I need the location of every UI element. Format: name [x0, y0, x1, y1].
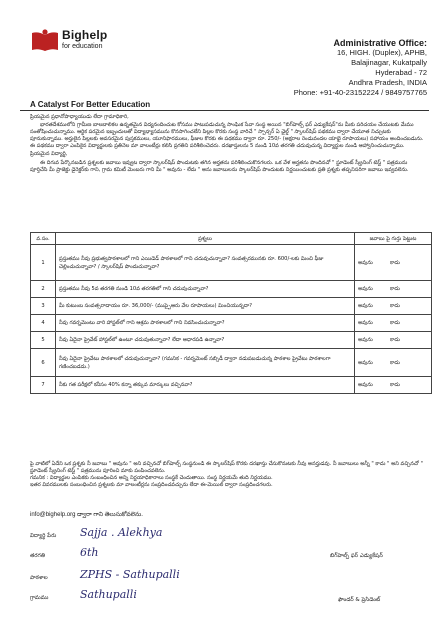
row-number: 3 [31, 298, 56, 315]
yes-option[interactable]: అవును [358, 320, 373, 326]
signature-title: ఫౌండర్ & ప్రెసిడెంట్ [338, 597, 381, 603]
no-option[interactable]: కాదు [390, 359, 400, 366]
table-row [31, 349, 432, 377]
answer-options[interactable] [355, 245, 432, 281]
yes-option[interactable]: అవును [358, 259, 373, 266]
open-book-logo-icon [30, 28, 60, 54]
contact-line: ఇతర వివరములకు సంబంధించిన ప్రశ్నలకు మా వాలంటీర్లను సంప్రదించవచ్చును లేదా ఈ-మెయిల్ ద్వారా సంప్రదించగలరు. [30, 482, 273, 489]
office-title: Administrative Office: [333, 38, 427, 48]
no-option[interactable]: కాదు [390, 320, 400, 326]
intro-paragraph: భారతదేశములోని గ్రామీణ బాలబాలికల ఉన్నతమైన విద్యనందించుట కోసము పాటుపడుచున్న సాంఘిక సేవా సంస్థ అయిన "బిగ్‌హెల్ప్ ఫర్ ఎడ్యుకేషన్"ను మీకు పరిచయం చేయుటకు మేము సంతోషించుచున్నాము. ఆర్థిక పరమైన ఇబ్బందులతో విద్యాభ్యాసమును కొనసాగించలేని పిల్లల కొరకు సంస్థ వారిచే " స్పాన్సర్ ఏ ఛైల్డ్ " స్కాలర్‌షిప్ పథకము ద్వారా చేయూత నిచ్చుటకు పూనుకున్నాము. అర్హులైన పిల్లలకు అవసరమైన పుస్తకములు, యూనిఫారములు, ఫీజుల కొరకు ఈ పథకము ద్వారా రూ. 250/- (అక్షరాల రెండువందల యాభై రూపాయలు) సహాయం అందించబడును. ఈ పథకము ద్వారా ఎంపికైన విద్యార్థులకు ప్రతినెల మా వాలంటీర్లు కలిసి ప్రగతిని పరిశీలించెదరు. దరఖాస్తులను 5 నుండి 10వ తరగతి చదువుచున్న విద్యార్థుల నుండి ఆహ్వానించుచున్నాము. [30, 122, 424, 150]
row-number: 7 [31, 377, 56, 394]
col-number: వ.సం. [31, 233, 56, 245]
answer-options[interactable] [355, 315, 432, 332]
table-row [31, 245, 432, 281]
email-line: info@bighelp.org ద్వారా గాని తెలుసుకోవలెను. [30, 512, 143, 518]
letter-body [30, 114, 425, 175]
row-number: 4 [31, 315, 56, 332]
answer-options[interactable] [355, 332, 432, 349]
brand-name: Bighelp [62, 28, 108, 42]
row-question: మీ కుటుంబ సంవత్సరాదాయం రూ. 36,000/- (ముప్పైఆరు వేల రూపాయలు) మించియున్నదా? [56, 298, 355, 315]
col-question: ప్రశ్నలు [56, 233, 355, 245]
school-field[interactable]: ZPHS - Sathupalli [80, 568, 180, 581]
office-address [294, 38, 427, 98]
header-divider [20, 110, 429, 111]
answer-options[interactable] [355, 281, 432, 298]
row-number: 2 [31, 281, 56, 298]
school-label: పాఠశాల [30, 575, 48, 581]
eligibility-table [30, 232, 432, 394]
no-option[interactable]: కాదు [390, 259, 400, 266]
yes-option[interactable]: అవును [358, 382, 373, 388]
row-number: 5 [31, 332, 56, 349]
table-row [31, 315, 432, 332]
signature-org: బిగ్‌హెల్ప్ ఫర్ ఎడ్యుకేషన్ [330, 553, 383, 559]
row-question: నీకు గత పరీక్షలో కనీసం 40% కన్నా తక్కువ మార్కులు వచ్చినవా? [56, 377, 355, 394]
instructions-paragraph: ఈ దిగువ పేర్కొనబడిన ప్రశ్నలకు జవాబు ఇవ్వుట ద్వారా స్కాలర్‌షిప్ పొందుటకు తగిన అర్హతను పరిశీలించుకొనగలరు. ఒక వేళ అర్హతను పొందినచో " స్టూడెంట్ స్క్రీనింగ్ టెస్ట్ " పత్రమును పూర్తిచేసి మీ ప్రాజెక్టు డైరెక్టర్‌కు గాని, గ్రామ కమిటీ మెంబరు గాని మీ " అవును - లేదు " అను జవాబులను స్కాలర్‌షిప్ పొందుటకు నిర్ణయించుటకు ప్రతి ప్రశ్నకు తప్పనిసరిగా జవాబు ఇవ్వవలెను. [30, 159, 409, 173]
village-field[interactable]: Sathupalli [80, 588, 137, 601]
yes-option[interactable]: అవును [358, 286, 373, 292]
answer-options[interactable] [355, 377, 432, 394]
tagline: A Catalyst For Better Education [30, 100, 151, 109]
note-line: గమనిక : విద్యార్థుల ఎంపికకు సంబంధించిన అన్ని నిర్ణయాధికారాలు సంస్థకే చెందుతాయి. సంస్థ నిర్ణయమే తుది నిర్ణయము. [30, 475, 273, 482]
yes-option[interactable]: అవును [358, 337, 373, 343]
closing-text [30, 461, 425, 489]
closing-line: పై వాటిలో ఏదేని ఒక ప్రశ్నకు నీ జవాబు " అవును " అని వచ్చినచో బిగ్‌హెల్ప్ సంస్థనుండి ఈ స్కాలర్‌షిప్ కొరకు దరఖాస్తు చేసుకొనుటకు నీవు అనర్హుడవు. నీ జవాబులు అన్నీ " కాదు " అని వచ్చినచో " స్టూడెంట్ స్క్రీనింగ్ టెస్ట్ " పత్రమును పూరించి మాకు పంపించవలెను. [30, 461, 423, 475]
yes-option[interactable]: అవును [358, 303, 373, 309]
class-field[interactable]: 6th [80, 546, 99, 559]
village-label: గ్రామము [30, 595, 49, 601]
office-line: Andhra Pradesh, INDIA [348, 78, 427, 87]
table-row [31, 298, 432, 315]
row-question: నీవు ఏదైనా ప్రైవేట్ హాస్టల్‌లో ఉంటూ చదువుతున్నావా? లేదా ఆధారపడి ఉన్నావా? [56, 332, 355, 349]
answer-options[interactable] [355, 298, 432, 315]
class-label: తరగతి [30, 553, 46, 559]
no-option[interactable]: కాదు [390, 303, 400, 309]
row-number: 1 [31, 245, 56, 281]
yes-option[interactable]: అవును [358, 359, 373, 366]
row-question: నీవు ఏదైనా ప్రైవేటు పాఠశాలలో చదువుచున్నావా? (గమనిక - గవర్నమెంట్ సబ్సిడీ ద్వారా నడుపబడుచున్న పాఠశాల ప్రైవేటు పాఠశాలగా గణించబడదు.) [56, 349, 355, 377]
row-question: నీవు గవర్నమెంటు వారి హాస్టల్‌లో గాని ఆశ్రమ పాఠశాలలో గాని నివసించుచున్నావా? [56, 315, 355, 332]
row-number: 6 [31, 349, 56, 377]
row-question: ప్రస్తుతము నీవు 5వ తరగతి నుండి 10వ తరగతిలో గాని చదువుచున్నావా? [56, 281, 355, 298]
no-option[interactable]: కాదు [390, 382, 400, 388]
brand-subtitle: for education [62, 43, 103, 50]
col-answer: జవాబు పై గుర్తు పెట్టుట [355, 233, 432, 245]
salutation: ప్రియమైన ప్రధానోపాధ్యాయుడు లేదా గ్రామాధికారి, [30, 114, 129, 120]
row-question: ప్రస్తుతము నీవు ప్రభుత్వపాఠశాలలో గాని ఎయిడెడ్ పాఠశాలలో గాని చదువుచున్నావా? సంవత్సరమునకు రూ. 600/-లకు మించి ఫీజు చెల్లించుచున్నావా? / స్కాలర్‌షిప్ పొందుచున్నావా? [56, 245, 355, 281]
table-row [31, 281, 432, 298]
name-field[interactable]: Sajja . Alekhya [80, 526, 163, 539]
office-line: 16, HIGH. (Duplex), APHB, [336, 48, 427, 57]
office-line: Hyderabad - 72 [375, 68, 427, 77]
table-row [31, 377, 432, 394]
office-line: Balajinagar, Kukatpally [351, 58, 427, 67]
student-greeting: ప్రియమైన విద్యార్థి, [30, 151, 68, 158]
answer-options[interactable] [355, 349, 432, 377]
name-label: విద్యార్థి పేరు [30, 533, 57, 539]
no-option[interactable]: కాదు [390, 286, 400, 292]
table-row [31, 332, 432, 349]
office-phone: Phone: +91-40-23152224 / 9849757765 [293, 88, 427, 97]
no-option[interactable]: కాదు [390, 337, 400, 343]
